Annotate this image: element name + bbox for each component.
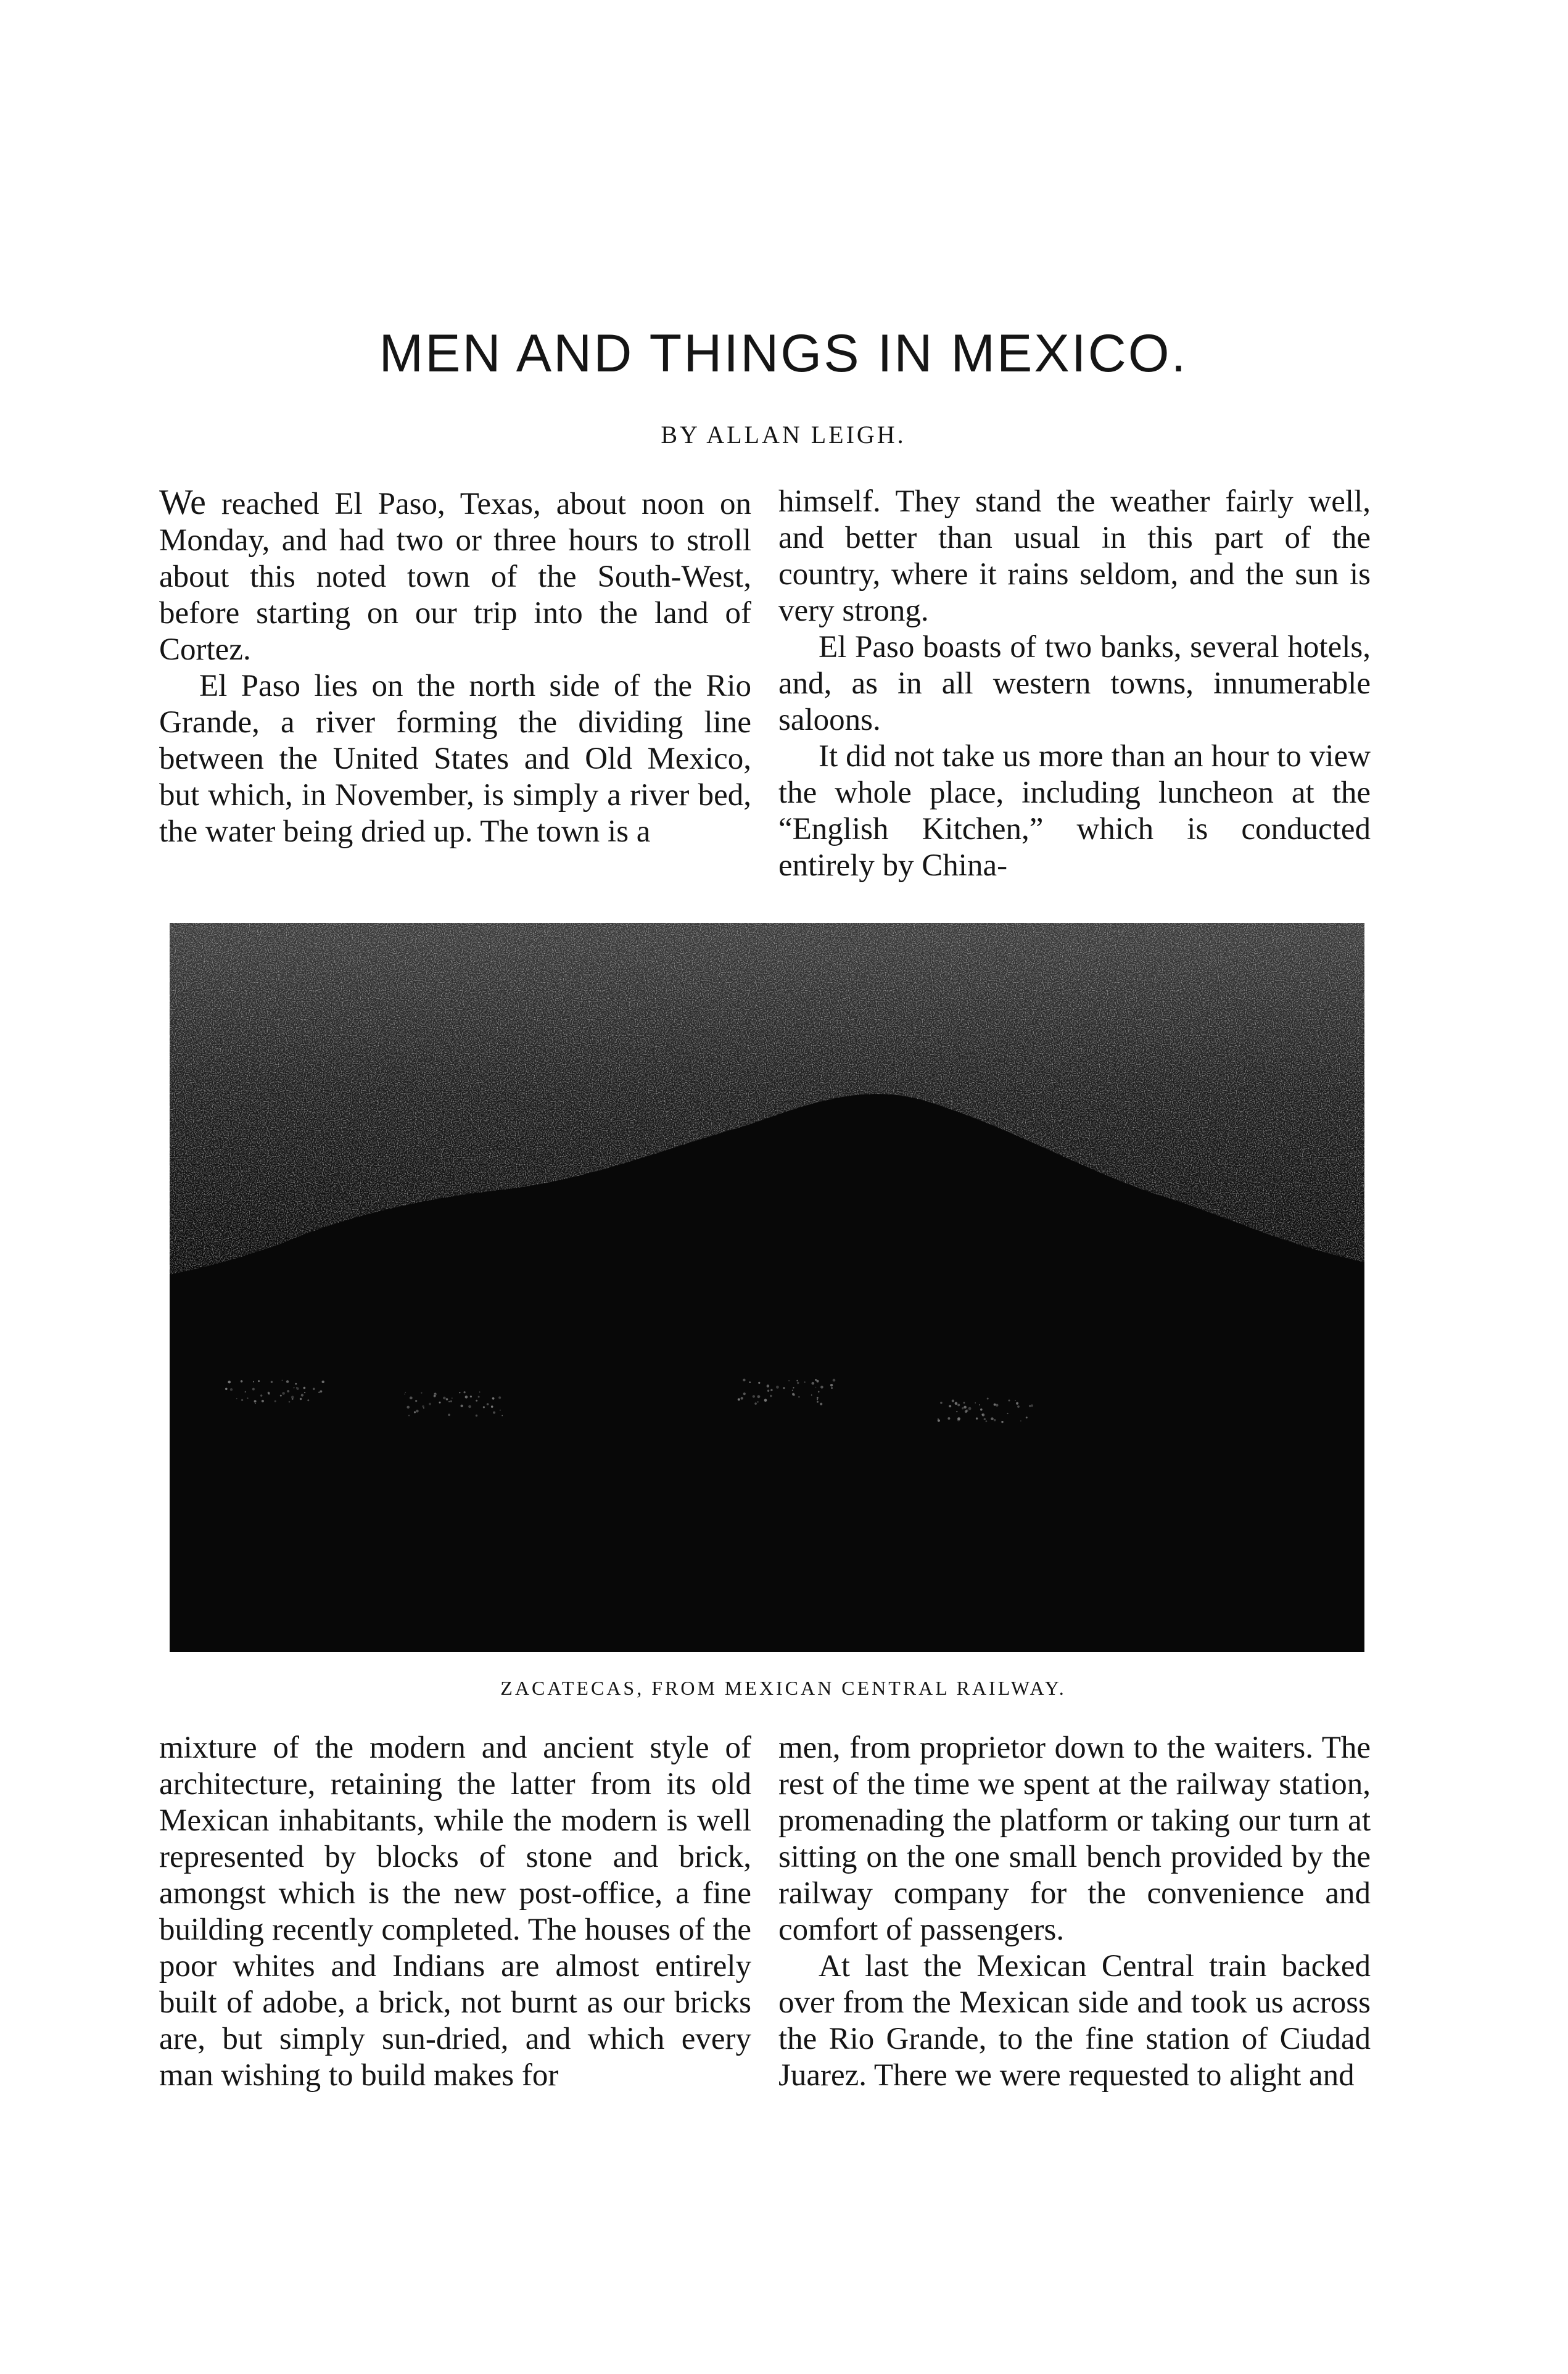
light-speck [792,1393,794,1396]
light-speck [292,1398,294,1400]
light-speck [963,1406,967,1409]
light-speck [815,1387,817,1388]
light-speck [757,1401,758,1402]
paragraph: At last the Mexican Central train backed over from the Mexican side and took us across the Rio Grande, to the fine station of Ciudad Juarez. There we were requested to alight and [778,1949,1371,2093]
light-speck [767,1384,770,1388]
light-speck [406,1406,410,1409]
light-speck [797,1382,799,1384]
light-speck [443,1397,446,1400]
light-speck [996,1404,998,1407]
light-speck [749,1381,751,1383]
light-speck [980,1408,983,1411]
light-speck [470,1396,472,1397]
drop-cap: We [159,482,206,522]
text-column-bottom-left [159,1730,751,2094]
light-speck [991,1417,994,1420]
light-speck [804,1381,806,1383]
light-speck [947,1417,950,1420]
light-speck [225,1388,228,1391]
light-speck [228,1381,231,1384]
light-speck [815,1379,817,1381]
light-speck [313,1388,315,1391]
light-speck [743,1392,746,1395]
light-speck [965,1410,967,1413]
light-speck [783,1387,785,1389]
article-byline: BY ALLAN LEIGH. [661,421,906,449]
light-speck [1031,1404,1033,1407]
light-speck [296,1388,297,1389]
light-speck [258,1380,260,1382]
light-speck [1015,1400,1016,1401]
paragraph: himself. They stand the weather fairly well, and better than usual in this part of the country, where it rains seldom, and the sun is very strong. [778,484,1371,628]
light-speck [817,1399,818,1400]
text-column-top-right [778,484,1371,884]
light-speck [294,1388,295,1389]
light-speck [979,1404,980,1405]
light-speck [957,1404,960,1406]
light-speck [501,1415,503,1417]
light-speck [798,1396,800,1398]
light-speck [286,1380,289,1383]
light-speck [260,1394,262,1396]
light-speck [1029,1405,1031,1407]
light-speck [770,1395,772,1397]
light-speck [434,1393,435,1394]
light-speck [955,1402,958,1405]
light-speck [422,1405,424,1408]
light-speck [738,1398,740,1400]
light-speck [253,1381,254,1383]
light-speck [757,1395,761,1398]
light-speck [952,1400,954,1402]
paragraph-text: reached El Paso, Texas, about noon on Monday, and had two or three hours to stroll about this noted town of the South-West, before starting on our trip into the land of Cortez. [159,487,751,667]
light-speck [1020,1420,1021,1421]
light-speck [452,1397,453,1399]
light-speck [476,1400,477,1402]
light-speck [322,1381,324,1383]
light-speck [831,1387,833,1389]
light-speck [820,1403,822,1405]
light-speck [1026,1417,1028,1418]
light-speck [423,1407,424,1408]
light-speck [236,1398,237,1399]
light-speck [743,1379,745,1381]
light-speck [994,1419,996,1421]
light-speck [301,1394,303,1396]
light-speck [241,1380,243,1383]
light-speck [476,1415,477,1417]
figure-caption: ZACATECAS, FROM MEXICAN CENTRAL RAILWAY. [500,1677,1067,1699]
light-speck [416,1410,419,1413]
light-speck [817,1397,819,1399]
light-speck [271,1381,273,1383]
light-speck [282,1380,283,1381]
light-speck [274,1400,276,1402]
light-speck [304,1392,305,1393]
light-speck [830,1384,833,1386]
light-speck [446,1398,448,1400]
light-speck [268,1392,270,1394]
light-speck [434,1395,436,1397]
paragraph: men, from proprietor down to the waiters. The rest of the time we spent at the railway station, promenading the platform or taking our turn at sitting on the one small bench provided by the railway company for the convenience and comfort of passengers. [778,1731,1371,1947]
text-column-bottom-right [778,1730,1371,2094]
light-speck [491,1405,493,1408]
light-speck [241,1399,243,1401]
light-speck [262,1400,264,1402]
light-speck [464,1391,466,1393]
light-speck [1007,1413,1009,1414]
light-speck [300,1398,302,1400]
paragraph: El Paso boasts of two banks, several hotels, and, as in all western towns, innumerable saloons. [778,630,1371,737]
light-speck [487,1403,489,1405]
light-speck [465,1396,468,1399]
light-speck [987,1398,989,1400]
light-speck [957,1417,960,1420]
light-speck [479,1392,481,1393]
light-speck [770,1389,772,1391]
light-speck [753,1395,755,1397]
light-speck [788,1380,790,1381]
light-speck [986,1420,988,1422]
light-speck [439,1402,441,1404]
light-speck [811,1394,812,1396]
article-title: MEN AND THINGS IN MEXICO. [379,324,1188,383]
light-speck [994,1404,996,1406]
light-speck [940,1402,943,1404]
light-speck [758,1382,760,1384]
light-speck [429,1403,431,1405]
light-speck [975,1402,976,1404]
light-speck [450,1400,452,1402]
light-speck [282,1392,285,1395]
light-speck [793,1387,794,1388]
light-speck [764,1399,767,1402]
light-speck [478,1396,480,1398]
light-speck [968,1407,972,1410]
light-speck [255,1403,256,1404]
light-speck [468,1405,471,1408]
light-speck [754,1402,757,1405]
light-speck [461,1405,463,1407]
light-speck [498,1396,501,1399]
light-speck [1009,1400,1010,1402]
light-speck [949,1405,951,1407]
paragraph: It did not take us more than an hour to view the whole place, including luncheon at the “English Kitchen,” which is conducted entirely by China- [778,739,1371,883]
paragraph: mixture of the modern and ancient style of architecture, retaining the latter from its old Mexican inhabitants, while the modern is well represented by blocks of stone and brick, amongst which is the new post-office, a fine building recently completed. The houses of the poor whites and Indians are almost entirely built of adobe, a brick, not burnt as our bricks are, but simply sun-dried, and which every man wishing to build makes for [159,1731,751,2093]
light-speck [812,1382,815,1385]
light-speck [483,1406,485,1408]
light-speck [962,1407,963,1409]
light-speck [318,1392,320,1394]
light-speck [1001,1421,1003,1423]
photograph-image [170,923,1364,1652]
light-speck [320,1391,323,1393]
light-speck [287,1390,289,1392]
light-speck [493,1412,495,1414]
light-speck [280,1395,282,1397]
light-speck [252,1388,255,1391]
light-speck [303,1387,306,1389]
light-speck [741,1397,743,1399]
paragraph: El Paso lies on the north side of the Rio Grande, a river forming the dividing line between the United States and Old Mexico, but which, in November, is simply a river bed, the water being dried up. The town is a [159,669,751,849]
light-speck [247,1397,248,1399]
light-speck [408,1415,410,1416]
paragraph [159,484,751,668]
light-speck [817,1380,819,1383]
light-speck [796,1380,798,1381]
light-speck [792,1390,793,1391]
light-speck [820,1386,823,1389]
light-speck [254,1400,257,1402]
light-speck [963,1402,965,1404]
light-speck [415,1400,417,1402]
light-speck [500,1410,501,1411]
light-speck [833,1379,836,1382]
light-speck [956,1411,957,1412]
light-speck [245,1391,246,1392]
light-speck [289,1401,291,1403]
light-speck [767,1390,769,1392]
light-speck [410,1397,413,1400]
light-speck [976,1418,978,1420]
light-speck [295,1383,297,1385]
text-column-top-left [159,484,751,850]
light-speck [448,1401,450,1402]
light-speck [982,1413,985,1417]
light-speck [307,1399,309,1401]
light-speck [984,1418,986,1420]
light-speck [448,1414,450,1417]
light-speck [492,1397,495,1400]
light-speck [776,1386,779,1389]
light-speck [1017,1405,1020,1408]
light-speck [230,1388,233,1391]
light-speck [421,1392,422,1394]
light-speck [817,1401,819,1403]
light-speck [459,1392,460,1393]
light-speck [414,1411,416,1413]
light-speck [405,1392,406,1393]
light-speck [818,1391,820,1393]
light-speck [1016,1402,1018,1405]
light-speck [938,1418,939,1420]
light-speck [404,1394,405,1395]
landscape-photograph [170,923,1364,1652]
